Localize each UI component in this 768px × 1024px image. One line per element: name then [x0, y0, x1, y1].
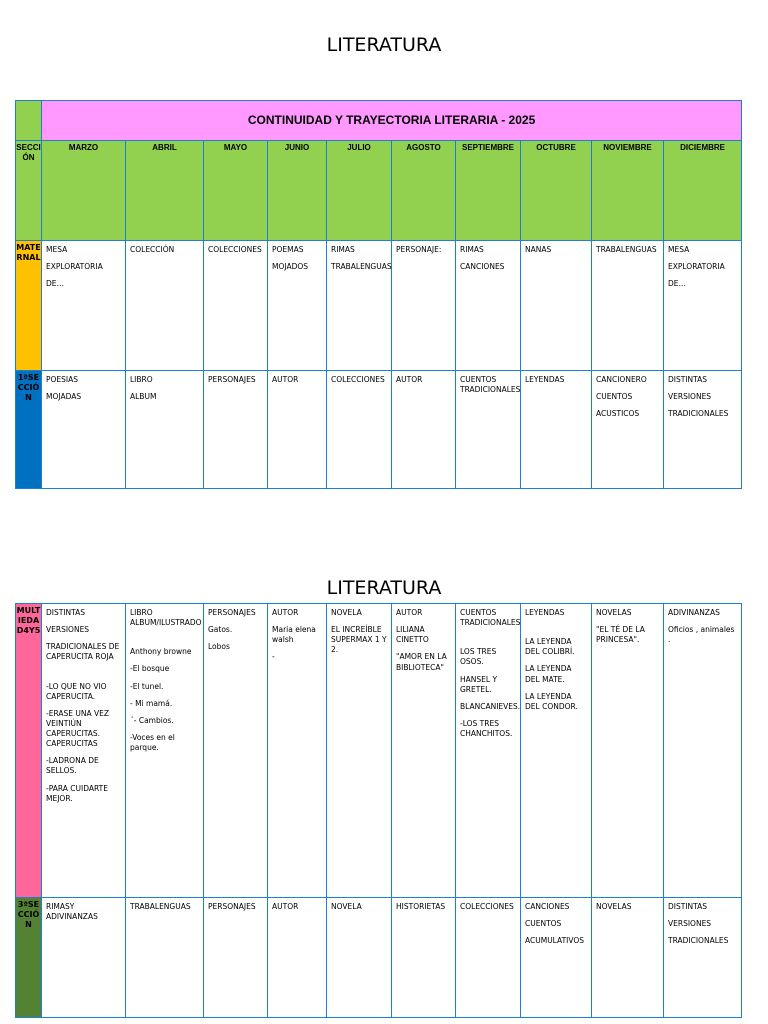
content-cell	[521, 604, 592, 898]
cell-text: LEYENDAS	[525, 608, 565, 617]
cell-text: LA LEYENDA DEL CONDOR.	[525, 691, 578, 711]
cell-text: MOJADAS	[46, 392, 82, 402]
cell-text: VERSIONES	[668, 919, 712, 929]
cell-text: AUTOR	[396, 608, 423, 617]
cell-text: MESA	[46, 245, 68, 254]
cell-text: -El tunel.	[130, 681, 164, 691]
cell-text	[460, 635, 516, 647]
content-cell	[392, 604, 456, 898]
section-label: 3ªSECCIÓN	[16, 898, 42, 1018]
cell-text: MESA	[668, 245, 690, 254]
cell-text: EXPLORATORIA	[668, 262, 725, 272]
cell-text: EL INCREÍBLE SUPERMAX 1 Y 2.	[331, 625, 387, 655]
content-cell	[592, 604, 664, 898]
cell-text: NOVELA	[331, 608, 362, 617]
cell-text: -LO QUE NO VIO CAPERUCITA.	[46, 681, 107, 701]
cell-text: NOVELAS	[596, 608, 632, 617]
content-cell	[268, 604, 327, 898]
literature-table-1	[15, 100, 742, 489]
content-cell	[126, 241, 204, 371]
section-label: MULTIEDAD4Y5	[16, 604, 42, 898]
content-cell	[126, 604, 204, 898]
corner-cell	[16, 101, 42, 141]
cell-text: AUTOR	[272, 608, 299, 617]
content-cell	[592, 898, 664, 1018]
cell-text: NOVELAS	[596, 902, 632, 911]
cell-text: "AMOR EN LA BIBLIOTECA"	[396, 652, 447, 672]
cell-text: TRABALENGUAS	[331, 262, 392, 272]
cell-text: CANCIONES	[525, 902, 570, 911]
content-cell	[327, 371, 392, 489]
cell-text: HISTORIETAS	[396, 902, 446, 911]
content-cell	[664, 241, 742, 371]
content-cell	[126, 898, 204, 1018]
content-cell	[592, 241, 664, 371]
content-cell	[268, 898, 327, 1018]
cell-text: NANAS	[525, 245, 552, 254]
literature-table-2	[15, 603, 742, 1018]
cell-text: TRABALENGUAS	[130, 902, 191, 911]
cell-text: NOVELA	[331, 902, 362, 911]
content-cell	[521, 241, 592, 371]
cell-text: PERSONAJES	[208, 902, 256, 911]
cell-text: -	[272, 652, 275, 662]
cell-text: TRADICIONALES	[668, 409, 729, 419]
month-header: MARZO	[42, 141, 126, 241]
cell-text: VERSIONES	[668, 392, 712, 402]
month-header: DICIEMBRE	[664, 141, 742, 241]
section-header: SECCIÓN	[16, 141, 42, 241]
cell-text: TRADICIONALES DE CAPERUCITA ROJA	[46, 642, 120, 662]
content-cell	[456, 604, 521, 898]
cell-text: CUENTOS	[596, 392, 633, 402]
cell-text: "EL TÉ DE LA PRINCESA".	[596, 625, 645, 645]
content-cell	[42, 898, 126, 1018]
cell-text: AUTOR	[396, 375, 423, 384]
cell-text: COLECCIONES	[460, 902, 514, 911]
cell-text: LA LEYENDA DEL MATE.	[525, 664, 572, 684]
cell-text: RIMASY ADIVINANZAS	[46, 902, 98, 922]
cell-text: POESIAS	[46, 375, 79, 384]
cell-text: -PARA CUIDARTE MEJOR.	[46, 783, 108, 803]
cell-text: LIBRO	[130, 375, 153, 384]
content-cell	[664, 371, 742, 489]
cell-text: MOJADOS	[272, 262, 309, 272]
cell-text: COLECCIONES	[331, 375, 385, 384]
cell-text: VERSIONES	[46, 625, 90, 635]
content-cell	[204, 604, 268, 898]
cell-text: ´- Cambios.	[130, 715, 174, 725]
cell-text: COLECCIONES	[208, 245, 262, 254]
cell-text: LEYENDAS	[525, 375, 565, 384]
cell-text: CANCIONERO	[596, 375, 647, 384]
cell-text: RIMAS	[460, 245, 484, 254]
cell-text: -El bosque	[130, 664, 170, 674]
month-header: MAYO	[204, 141, 268, 241]
cell-text: HANSEL Y GRETEL.	[460, 674, 498, 694]
cell-text: BLANCANIEVES.	[460, 701, 521, 711]
content-cell	[126, 371, 204, 489]
cell-text	[46, 670, 121, 682]
month-header: NOVIEMBRE	[592, 141, 664, 241]
cell-text: TRADICIONALES	[668, 936, 729, 946]
content-cell	[392, 241, 456, 371]
content-cell	[204, 898, 268, 1018]
content-cell	[456, 898, 521, 1018]
cell-text: -ERASE UNA VEZ VEINTIÚN CAPERUCITAS. CAPERUCITAS	[46, 708, 109, 749]
cell-text: ACUSTICOS	[596, 409, 640, 419]
month-header: JUNIO	[268, 141, 327, 241]
cell-text: DISTINTAS	[668, 375, 708, 384]
month-header: SEPTIEMBRE	[456, 141, 521, 241]
cell-text: PERSONAJES	[208, 375, 256, 384]
content-cell	[392, 371, 456, 489]
cell-text: -LOS TRES CHANCHITOS.	[460, 718, 513, 738]
content-cell	[204, 371, 268, 489]
page-title: LITERATURA	[326, 34, 442, 56]
cell-text: DISTINTAS	[668, 902, 708, 911]
content-cell	[327, 604, 392, 898]
cell-text: CANCIONES	[460, 262, 505, 272]
content-cell	[521, 898, 592, 1018]
cell-text: LOS TRES OSOS.	[460, 647, 497, 667]
cell-text: -Voces en el parque.	[130, 732, 175, 752]
cell-text: - Mi mamá.	[130, 698, 173, 708]
content-cell	[204, 241, 268, 371]
content-cell	[592, 371, 664, 489]
cell-text: AUTOR	[272, 375, 299, 384]
content-cell	[42, 604, 126, 898]
cell-text: CUENTOS	[525, 919, 562, 929]
content-cell	[327, 241, 392, 371]
table-row-multiedad	[16, 604, 742, 898]
cell-text: PERSONAJE:	[396, 245, 442, 254]
cell-text: ACUMULATIVOS	[525, 936, 585, 946]
cell-text: Oficios , animales .	[668, 625, 735, 645]
content-cell	[521, 371, 592, 489]
cell-text: Lobos	[208, 642, 230, 652]
month-header: AGOSTO	[392, 141, 456, 241]
cell-text: -LADRONA DE SELLOS.	[46, 756, 99, 776]
cell-text: LIBRO ALBUM/ILUSTRADO	[130, 608, 202, 628]
cell-text: EXPLORATORIA	[46, 262, 103, 272]
cell-text: CUENTOS TRADICIONALES	[460, 608, 521, 628]
cell-text: AUTOR	[272, 902, 299, 911]
section-label: MATERNAL	[16, 241, 42, 371]
cell-text: PERSONAJES	[208, 608, 256, 617]
content-cell	[392, 898, 456, 1018]
page-title: LITERATURA	[326, 577, 442, 599]
cell-text	[525, 625, 587, 637]
content-cell	[327, 898, 392, 1018]
content-cell	[268, 371, 327, 489]
section-label: 1ªSECCIÓN	[16, 371, 42, 489]
cell-text: Anthony browne	[130, 647, 192, 657]
cell-text: Gatos.	[208, 625, 233, 635]
content-cell	[42, 241, 126, 371]
cell-text: CUENTOS TRADICIONALES	[460, 375, 521, 395]
cell-text: ADIVINANZAS	[668, 608, 720, 617]
cell-text: LA LEYENDA DEL COLIBRÍ.	[525, 637, 575, 657]
months-header-row	[16, 141, 742, 241]
table-banner: CONTINUIDAD Y TRAYECTORIA LITERARIA - 2025	[42, 101, 742, 141]
cell-text: DE…	[668, 279, 687, 289]
cell-text	[130, 635, 199, 647]
month-header: JULIO	[327, 141, 392, 241]
table-row-primera-seccion	[16, 371, 742, 489]
month-header: ABRIL	[126, 141, 204, 241]
content-cell	[664, 898, 742, 1018]
table-row-maternal	[16, 241, 742, 371]
content-cell	[456, 371, 521, 489]
content-cell	[456, 241, 521, 371]
month-header: OCTUBRE	[521, 141, 592, 241]
content-cell	[42, 371, 126, 489]
table-row-tercera-seccion	[16, 898, 742, 1018]
cell-text: TRABALENGUAS	[596, 245, 657, 254]
cell-text: POEMAS	[272, 245, 304, 254]
cell-text: COLECCIÓN	[130, 245, 175, 254]
content-cell	[664, 604, 742, 898]
cell-text: Maria elena walsh	[272, 625, 316, 645]
cell-text: RIMAS	[331, 245, 355, 254]
content-cell	[268, 241, 327, 371]
cell-text: LILIANA CINETTO	[396, 625, 429, 645]
cell-text: ALBUM	[130, 392, 157, 402]
cell-text: DE…	[46, 279, 65, 289]
cell-text: DISTINTAS	[46, 608, 86, 617]
